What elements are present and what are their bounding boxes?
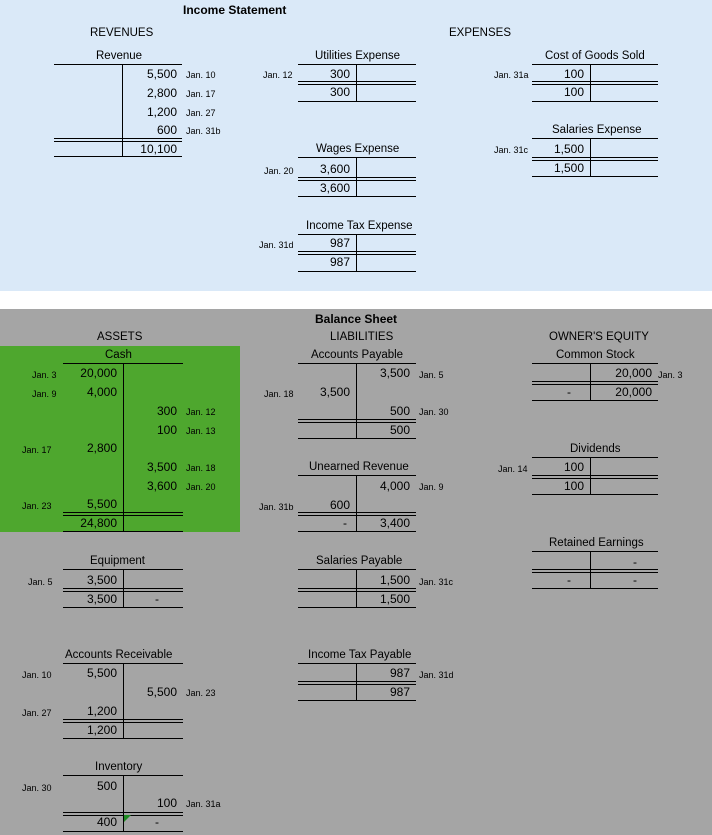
entry-date: Jan. 31c (419, 577, 454, 587)
entry-date: Jan. 12 (263, 70, 293, 80)
credit-amount: 5,500 (146, 685, 177, 699)
balance-sheet-title: Balance Sheet (315, 312, 398, 326)
account-title: Unearned Revenue (309, 461, 409, 473)
entry-date: Jan. 27 (22, 708, 52, 718)
debit-amount: 5,500 (86, 497, 117, 511)
entry-date: Jan. 18 (264, 389, 294, 399)
credit-amount: 3,600 (146, 479, 177, 493)
debit-amount: 3,500 (86, 573, 117, 587)
account-title: Equipment (90, 555, 145, 567)
debit-amount: 20,000 (80, 366, 117, 380)
account-balance: 300 (329, 85, 350, 99)
account-title: Common Stock (556, 349, 635, 361)
entry-date: Jan. 31d (419, 670, 454, 680)
account-balance: 987 (389, 685, 410, 699)
revenues-heading: REVENUES (90, 27, 154, 39)
credit-amount: 100 (156, 796, 177, 810)
account-balance: 400 (96, 815, 117, 829)
credit-amount: - (633, 555, 637, 569)
income-statement-title: Income Statement (183, 3, 287, 17)
entry-date: Jan. 20 (264, 166, 294, 176)
debit-amount: 3,600 (319, 162, 350, 176)
debit-amount: 100 (563, 67, 584, 81)
debit-amount: 5,500 (86, 666, 117, 680)
credit-amount: 987 (389, 666, 410, 680)
entry-date: Jan. 30 (419, 407, 449, 417)
credit-balance: - (155, 592, 159, 606)
entry-date: Jan. 12 (186, 407, 216, 417)
entry-date: Jan. 23 (186, 688, 216, 698)
account-title: Income Tax Expense (306, 220, 413, 232)
account-balance: 1,500 (553, 161, 584, 175)
entry-date: Jan. 31a (186, 799, 221, 809)
credit-amount: 20,000 (615, 366, 652, 380)
account-balance: 24,800 (80, 516, 117, 530)
entry-date: Jan. 31a (494, 70, 529, 80)
entry-date: Jan. 30 (22, 783, 52, 793)
entry-date: Jan. 3 (658, 370, 683, 380)
cell-marker-icon (124, 815, 131, 822)
entry-date: Jan. 18 (186, 463, 216, 473)
account-balance: 1,200 (86, 723, 117, 737)
credit-amount: 300 (156, 404, 177, 418)
account-balance: 3,400 (379, 516, 410, 530)
entry-date: Jan. 31c (494, 145, 529, 155)
credit-amount: 4,000 (379, 479, 410, 493)
debit-amount: 300 (329, 67, 350, 81)
credit-amount: 600 (156, 123, 177, 137)
debit-amount: 4,000 (86, 385, 117, 399)
credit-amount: 1,200 (146, 105, 177, 119)
entry-date: Jan. 10 (186, 70, 216, 80)
account-title: Inventory (95, 761, 143, 773)
account-balance: 100 (563, 479, 584, 493)
entry-date: Jan. 5 (28, 577, 53, 587)
account-balance: 10,100 (140, 142, 177, 156)
account-balance: 100 (563, 85, 584, 99)
entry-date: Jan. 9 (32, 389, 57, 399)
credit-amount: 3,500 (379, 366, 410, 380)
account-title: Wages Expense (316, 143, 400, 155)
credit-amount: 1,500 (379, 573, 410, 587)
debit-amount: 600 (329, 498, 350, 512)
account-title: Cost of Goods Sold (545, 50, 645, 62)
entry-date: Jan. 3 (32, 370, 57, 380)
credit-amount: 5,500 (146, 67, 177, 81)
account-balance: 3,600 (319, 181, 350, 195)
entry-date: Jan. 31d (259, 240, 294, 250)
liabilities-heading: LIABILITIES (330, 331, 394, 343)
account-balance: 20,000 (615, 385, 652, 399)
debit-amount: 100 (563, 460, 584, 474)
account-title: Accounts Payable (311, 349, 404, 361)
debit-balance: - (567, 573, 571, 587)
entry-date: Jan. 17 (186, 89, 216, 99)
debit-amount: 1,500 (553, 142, 584, 156)
account-balance: 500 (389, 423, 410, 437)
account-title: Cash (105, 349, 132, 361)
account-title: Salaries Expense (552, 124, 642, 136)
expenses-heading: EXPENSES (449, 27, 511, 39)
account-title: Retained Earnings (549, 537, 644, 549)
credit-amount: 500 (389, 404, 410, 418)
account-title: Dividends (570, 443, 621, 455)
account-balance: 987 (329, 255, 350, 269)
entry-date: Jan. 17 (22, 445, 52, 455)
account-balance: 3,500 (86, 592, 117, 606)
debit-amount: 1,200 (86, 704, 117, 718)
entry-date: Jan. 9 (419, 482, 444, 492)
credit-amount: 100 (156, 423, 177, 437)
entry-date: Jan. 31b (186, 126, 221, 136)
credit-balance: - (633, 573, 637, 587)
credit-amount: 3,500 (146, 460, 177, 474)
debit-amount: 500 (96, 779, 117, 793)
account-title: Utilities Expense (315, 50, 401, 62)
owners-equity-heading: OWNER'S EQUITY (549, 331, 649, 343)
entry-date: Jan. 20 (186, 482, 216, 492)
entry-date: Jan. 31b (259, 502, 294, 512)
entry-date: Jan. 14 (498, 464, 528, 474)
debit-amount: 3,500 (319, 385, 350, 399)
debit-balance: - (567, 385, 571, 399)
entry-date: Jan. 10 (22, 670, 52, 680)
credit-balance: - (155, 815, 159, 829)
entry-date: Jan. 13 (186, 426, 216, 436)
entry-date: Jan. 23 (22, 501, 52, 511)
account-title: Income Tax Payable (308, 649, 412, 661)
account-title: Revenue (96, 50, 143, 62)
account-title: Salaries Payable (316, 555, 403, 567)
account-title: Accounts Receivable (65, 649, 173, 661)
debit-amount: 2,800 (86, 441, 117, 455)
debit-balance: - (343, 516, 347, 530)
debit-amount: 987 (329, 236, 350, 250)
entry-date: Jan. 27 (186, 108, 216, 118)
assets-heading: ASSETS (97, 331, 143, 343)
credit-amount: 2,800 (146, 86, 177, 100)
account-balance: 1,500 (379, 592, 410, 606)
entry-date: Jan. 5 (419, 370, 444, 380)
